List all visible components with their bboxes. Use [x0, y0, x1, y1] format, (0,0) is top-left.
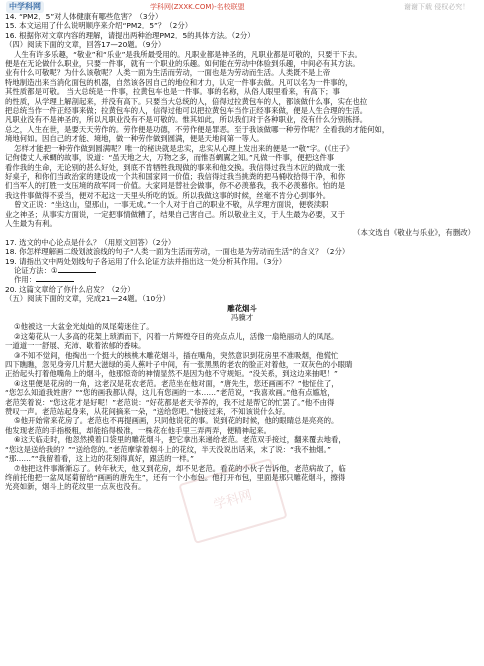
text-line: 凡职业没有不是神圣的，所以凡职业没有不是可敬的。惟其如此，所以我们对于各种职业，没有什么分别拣择。	[5, 115, 368, 125]
text-line: 记佝偻丈人承蜩的故事，说道：“虽天地之大，万物之多，而惟吾蜩翼之知。”凡做一件事，便把这件事	[5, 153, 335, 163]
text-line: （四）阅读下面的文章，回答17—20题。（9分）	[5, 40, 166, 50]
text-line: 正抬起头打着他嘴角上的烟斗，他那惊奇的神情显然不是因为他不守规矩。“没关系，到这边来抽吧！”	[5, 369, 338, 379]
text-line: 我这件事做得不妥当，便对不起这一天里头所吃的饭。所以我做这事的时候，丝毫不肯分心到事外。	[5, 190, 331, 200]
text-line: 特地制造出来当消化面包的机器，自然该各因自己的地位和才力，认定一件事去做。凡可以名为一件事的，	[5, 77, 353, 87]
text-line: 境地何如。因自己的才能、境地，做一种劳作做到圆满，便是天地间第一等人。	[5, 134, 264, 144]
text-line: 四下瞧瞧，忽见身旁几片肥大滋绿的美人蕉叶子中间，有一张黑黑的老农的脸正对着他，一双灰色的小眼睛	[5, 360, 353, 370]
document-body	[5, 12, 479, 492]
text-line: 好桌子，和你们当政治家的建设成一个共和国家同一价值；我信得过我当挑粪的把马桶收拾得干净，和你	[5, 171, 345, 181]
text-line: “那……”“我留着看，这上边的花刻得真好，跟活的一样。”	[5, 454, 194, 464]
text-line: 20. 这篇文章给了你什么启发？（2分）	[5, 284, 135, 294]
text-line: “您这是送给我的？”“送给您的。”老范摩挲着烟斗上的花纹，半天没说出话来，末了说：“我不抽烟。”	[5, 444, 331, 454]
text-line: 作用：	[5, 275, 479, 284]
text-line: ③不知不觉间，他掏出一个挺大的核桃木雕花烟斗，插在嘴角，突然意识到花房里不准吸烟，他慌忙	[14, 350, 339, 360]
text-line: 15. 本文运用了什么说明顺序来介绍“PM2．5”？（2分）	[5, 21, 193, 31]
text-line: 14. “PM2．5”对人体健康有哪些危害？（3分）	[5, 12, 163, 21]
text-line: “您怎么知道我姓唐？”“您的画我都认得，这儿有您画的一本……”老范说，“我喜欢画。”他有点尴尬，	[5, 388, 335, 398]
text-line: 一道道一一舒展、充沛、歇着浓郁的香味。	[5, 341, 146, 351]
answer-blank	[36, 275, 74, 282]
watermark-stamp: 学科网	[178, 458, 287, 544]
text-line: ②这菊花从一人多高的花架上琐洒而下，闪着一片辉煌夺目的亮点点儿，活像一扇艳丽动人的凤尾。	[14, 331, 339, 341]
text-line: 赞叹一声。老范站起身来，从花间摘来一朵，“送给您吧。”他接过来，不知该说什么好。	[5, 407, 290, 417]
text-line: 把总统当作一件正经事来做；拉黄包车的人，信得过他可以把拉黄包车当作正经事来做，便是人生合理的生活。	[5, 106, 368, 116]
text-line: 业有什么可敬呢？为什么该敬呢？人类一面为生活而劳动，一面也是为劳动而生活。人类既不是上帝	[5, 68, 331, 78]
text-line: 冯骥才	[230, 313, 254, 322]
text-line: 业之神圣；从事实方面说，一定把事情做糟了，结果自己害自己。所以敬业主义，于人生最为必要，又于	[5, 209, 345, 219]
text-line: 老范笑着说：“您这花才是好呢！”老范说：“好花都是老天爷养的，我不过是帮它的忙罢了。”他不由得	[5, 397, 335, 407]
text-line: ⑥这天临走时，他忽然摸着口袋里的雕花烟斗，把它拿出来递给老范。老范双手接过，翻来覆去地看，	[14, 435, 346, 445]
text-line: 雕花烟斗	[227, 303, 257, 313]
text-line: 光亮如新，烟斗上的花纹里一点灰也没有。	[5, 482, 146, 492]
text-line: ④这里便是花房的一角，这老汉是花农老范。老范坐在他对面，“唐先生，您还画画不？”他怔住了，	[14, 378, 339, 388]
text-line: ⑦他把这件事渐渐忘了。转年秋天，他又到花房，却不见老范。看花的小伙子告诉他，老范病故了，临	[14, 463, 346, 473]
text-line: 其性质都是可敬。 当大总统是一件事，拉黄包车也是一件事。事的名称，从俗人眼里看来，有高下；事	[5, 87, 340, 97]
site-logo[interactable]: 中学科网	[6, 1, 44, 13]
text-line: 17. 选文的中心论点是什么？（用原文回答）（2分）	[5, 237, 176, 247]
text-line: 便是在无论做什么职业，只要一件事，就有一个职业的乐趣。如何能在劳动中体验到乐趣，中间必有其方法。	[5, 59, 360, 69]
text-line: 的性质，从学理上解剖起来，并没有高下。只要当大总统的人，倍得过拉黄包车的人，都该做什么事，实在也拉	[5, 96, 368, 106]
answer-blank	[58, 266, 96, 273]
text-line: 论证方法：①	[5, 266, 479, 275]
text-line: （本文选自《敬业与乐业》，有删改）	[353, 228, 475, 238]
text-line: 19. 请指出文中两处划线句子各运用了什么论证方法并指出这一处分析其作用。（3分）	[5, 256, 287, 266]
text-line: 总之，人生在世，是要天天劳作的。劳作便是功德，不劳作便是罪恶。至于我该做哪一种劳作呢？全看我的才能何如，	[5, 124, 390, 134]
text-line: （五）阅读下面的文章，完成21—24题。（10分）	[5, 294, 170, 304]
text-line: 怎样才能把一种劳作做到圆满呢？唯一的秘诀就是忠实，忠实从心理上发出来的便是一“敬”字。(《庄子》	[14, 143, 354, 153]
text-line: 人生最为有利。	[5, 218, 57, 228]
text-line: 16. 根据你对文章内容的理解，请提出两种治理PM2．5的具体方法。（2分）	[5, 30, 255, 40]
text-line: 曾文正说：“坐这山，望那山，一事无成。”一个人对于自己的职业不敬，从学理方面说，便亵渎职	[14, 200, 329, 210]
text-line: 看作我的生命，无论别的甚么好处，到底不肯牺牲我现做的事来和他交换。我信得过我当木匠的做成一张	[5, 162, 345, 172]
text-line: 终前托他把一盆凤尾菊留给“画画的唐先生”，还有一个小布包。他打开布包，里面是那只雕花烟斗，擦得	[5, 472, 346, 482]
text-line: 他发现老范的手指极粗，却能掐得极准，一株花在他手里三弄两弄，便精神起来。	[5, 425, 272, 435]
text-line: 们当军人的打胜一支压境的敌军同一价值。大家同是替社会做事，你不必羡慕我，我不必羡慕你。怕的是	[5, 181, 345, 191]
header-site-name: 学科网(ZXXK.COM)-名校联盟	[150, 3, 245, 11]
header-notice: 谢谢下载 侵权必究！	[404, 3, 470, 11]
text-line: ⑤他开始常来花房了。老范也不再提画画，只同他说花的事。说到花的时候，他的眼睛总是亮亮的。	[14, 416, 339, 426]
text-line: 18. 你怎样理解画二级划波浪线的句子“人类一面为生活而劳动，一面也是为劳动而生活”的含义？（2分）	[5, 247, 350, 257]
text-line: 人生有许多乐趣，“敬业”和“乐业”是我所最受用的。凡职业都是神圣的，凡职业都是可敬的，只要干下去。	[14, 49, 362, 59]
text-line: ①他被这一大盆金光灿灿的凤尾菊迷住了。	[14, 322, 154, 332]
